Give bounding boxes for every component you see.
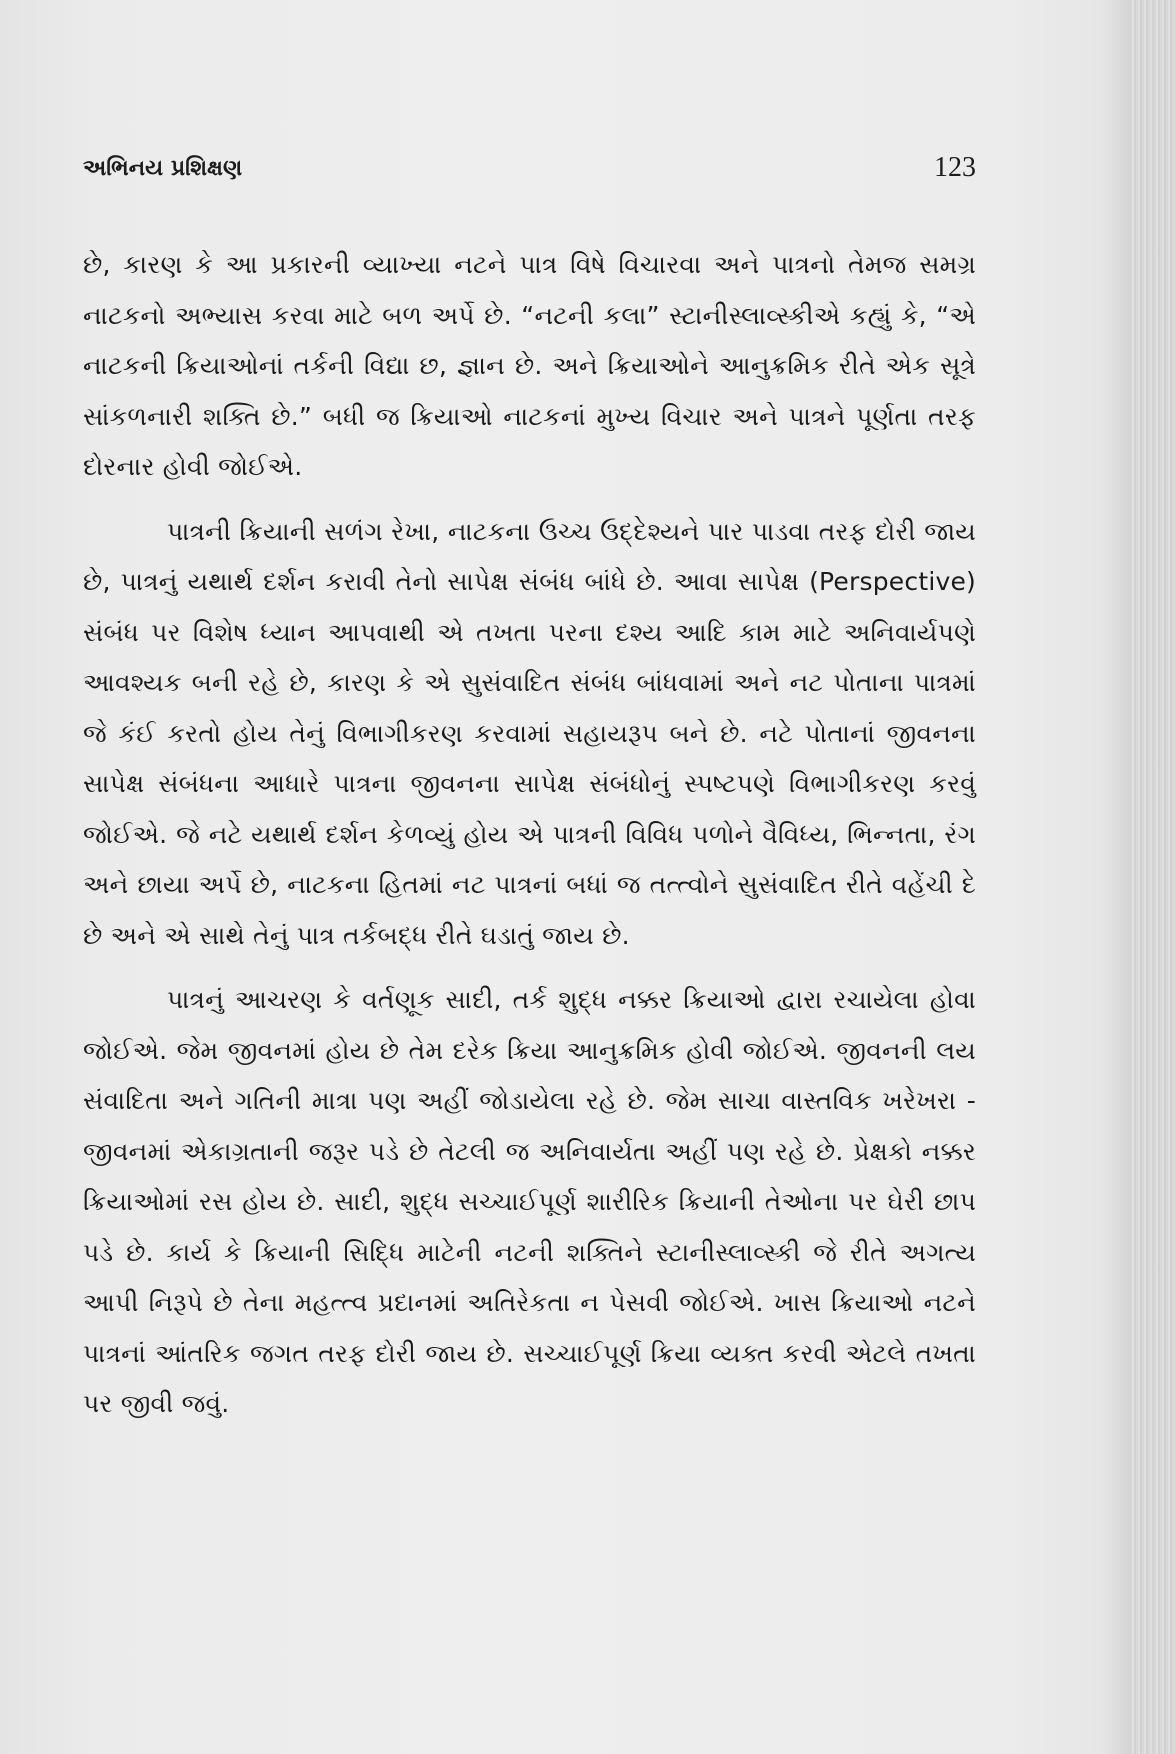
paragraph-2: પાત્રની ક્રિયાની સળંગ રેખા, નાટકના ઉચ્ચ ઉદ્દેશ્યને પાર પાડવા તરફ દોરી જાય છે, પાત્રનું યથાર્થ દર્શન કરાવી તેનો સાપેક્ષ સંબંધ બાંધે છે. આવા સાપેક્ષ (Perspective) સંબંધ પર વિશેષ ધ્યાન આપવાથી એ તખતા પરના દશ્ય આદિ કામ માટે અનિવાર્યપણે આવશ્યક બની રહે છે, કારણ કે એ સુસંવાદિત સંબંધ બાંધવામાં અને નટ પોતાના પાત્રમાં જે કંઈ કરતો હોય તેનું વિભાગીકરણ કરવામાં સહાયરૂપ બને છે. નટે પોતાનાં જીવનના સાપેક્ષ સંબંધના આધારે પાત્રના જીવનના સાપેક્ષ સંબંધોનું સ્પષ્ટપણે વિભાગીકરણ કરવું જોઈએ. જે નટે યથાર્થ દર્શન કેળવ્યું હોય એ પાત્રની વિવિધ પળોને વૈવિધ્ય, ભિન્નતા, રંગ અને છાયા અર્પે છે, નાટકના હિતમાં નટ પાત્રનાં બધાં જ તત્ત્વોને સુસંવાદિત રીતે વહેંચી દે છે અને એ સાથે તેનું પાત્ર તર્કબદ્ધ રીતે ઘડાતું જાય છે. [83,516,976,950]
page-edge-shadow [1101,0,1131,1754]
paragraph-1: છે, કારણ કે આ પ્રકારની વ્યાખ્યા નટને પાત્ર વિષે વિચારવા અને પાત્રનો તેમજ સમગ્ર નાટકનો અભ્યાસ કરવા માટે બળ અર્પે છે. “નટની કલા” સ્ટાનીસ્લાવ્સ્કીએ કહ્યું કે, “એ નાટકની ક્રિયાઓનાં તર્કની વિદ્યા છ, જ્ઞાન છે. અને ક્રિયાઓને આનુક્રમિક રીતે એક સૂત્રે સાંકળનારી શક્તિ છે.” બધી જ ક્રિયાઓ નાટકનાં મુખ્ય વિચાર અને પાત્રને પૂર્ણતા તરફ દોરનાર હોવી જોઈએ. [83,250,976,481]
paragraph-3: પાત્રનું આચરણ કે વર્તણૂક સાદી, તર્ક શુદ્ધ નક્કર ક્રિયાઓ દ્વારા રચાયેલા હોવા જોઈએ. જેમ જીવનમાં હોય છે તેમ દરેક ક્રિયા આનુક્રમિક હોવી જોઈએ. જીવનની લય સંવાદિતા અને ગતિની માત્રા પણ અહીં જોડાયેલા રહે છે. જેમ સાચા વાસ્તવિક ખરેખરા - જીવનમાં એકાગ્રતાની જરૂર પડે છે તેટલી જ અનિવાર્યતા અહીં પણ રહે છે. પ્રેક્ષકો નક્કર ક્રિયાઓમાં રસ હોય છે. સાદી, શુદ્ધ સચ્ચાઈપૂર્ણ શારીરિક ક્રિયાની તેઓના પર ઘેરી છાપ પડે છે. કાર્ય કે ક્રિયાની સિદ્ધિ માટેની નટની શક્તિને સ્ટાનીસ્લાવ્સ્કી જે રીતે અગત્ય આપી નિરૂપે છે તેના મહત્ત્વ પ્રદાનમાં અતિરેકતા ન પેસવી જોઈએ. ખાસ ક્રિયાઓ નટને પાત્રનાં આંતરિક જગત તરફ દોરી જાય છે. સચ્ચાઈપૂર્ણ ક્રિયા વ્યક્ત કરવી એટલે તખતા પર જીવી જવું. [83,985,976,1418]
running-head [83,150,976,190]
running-title: અભિનય પ્રશિક્ષણ [83,156,243,181]
page-number: 123 [934,152,976,183]
body-text [83,240,976,1430]
page-edge [1131,0,1175,1754]
